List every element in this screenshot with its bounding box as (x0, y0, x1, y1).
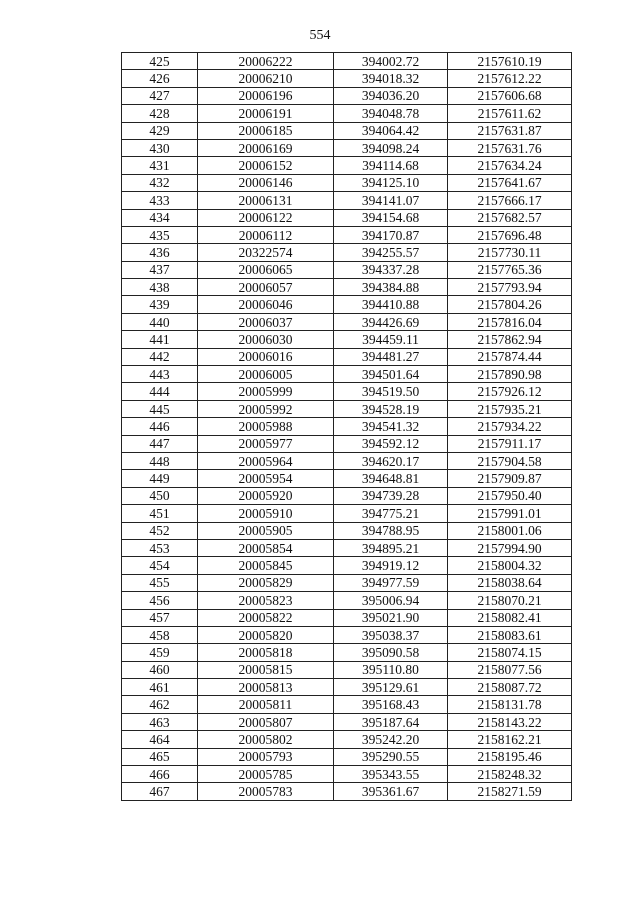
table-row (122, 70, 572, 87)
x-coordinate-cell: 395021.90 (334, 609, 448, 626)
point-id-cell: 20005905 (198, 522, 334, 539)
table-row (122, 139, 572, 156)
y-coordinate-cell: 2157950.40 (448, 487, 572, 504)
x-coordinate-cell: 394114.68 (334, 157, 448, 174)
table-row (122, 192, 572, 209)
x-coordinate-cell: 395090.58 (334, 644, 448, 661)
point-id-cell: 20006037 (198, 313, 334, 330)
y-coordinate-cell: 2157862.94 (448, 331, 572, 348)
table-row (122, 157, 572, 174)
table-row (122, 313, 572, 330)
y-coordinate-cell: 2157696.48 (448, 226, 572, 243)
coordinates-table (121, 52, 572, 801)
point-id-cell: 20005783 (198, 783, 334, 800)
y-coordinate-cell: 2158070.21 (448, 592, 572, 609)
point-id-cell: 20006046 (198, 296, 334, 313)
point-number-cell: 435 (122, 226, 198, 243)
x-coordinate-cell: 395343.55 (334, 766, 448, 783)
x-coordinate-cell: 395290.55 (334, 748, 448, 765)
point-id-cell: 20006210 (198, 70, 334, 87)
point-number-cell: 462 (122, 696, 198, 713)
x-coordinate-cell: 394919.12 (334, 557, 448, 574)
y-coordinate-cell: 2157631.87 (448, 122, 572, 139)
x-coordinate-cell: 395242.20 (334, 731, 448, 748)
point-id-cell: 20005964 (198, 452, 334, 469)
y-coordinate-cell: 2158248.32 (448, 766, 572, 783)
x-coordinate-cell: 395129.61 (334, 679, 448, 696)
x-coordinate-cell: 395187.64 (334, 713, 448, 730)
point-id-cell: 20005829 (198, 574, 334, 591)
table-row (122, 452, 572, 469)
point-number-cell: 449 (122, 470, 198, 487)
x-coordinate-cell: 394141.07 (334, 192, 448, 209)
point-number-cell: 438 (122, 279, 198, 296)
table-row (122, 279, 572, 296)
x-coordinate-cell: 394459.11 (334, 331, 448, 348)
point-number-cell: 425 (122, 53, 198, 70)
x-coordinate-cell: 394895.21 (334, 539, 448, 556)
x-coordinate-cell: 394788.95 (334, 522, 448, 539)
point-number-cell: 426 (122, 70, 198, 87)
y-coordinate-cell: 2158195.46 (448, 748, 572, 765)
y-coordinate-cell: 2157634.24 (448, 157, 572, 174)
y-coordinate-cell: 2157911.17 (448, 435, 572, 452)
x-coordinate-cell: 394125.10 (334, 174, 448, 191)
x-coordinate-cell: 394048.78 (334, 105, 448, 122)
point-id-cell: 20006152 (198, 157, 334, 174)
point-id-cell: 20005813 (198, 679, 334, 696)
x-coordinate-cell: 395110.80 (334, 661, 448, 678)
x-coordinate-cell: 394384.88 (334, 279, 448, 296)
point-id-cell: 20006169 (198, 139, 334, 156)
point-number-cell: 465 (122, 748, 198, 765)
x-coordinate-cell: 394775.21 (334, 505, 448, 522)
table-row (122, 261, 572, 278)
table-row (122, 418, 572, 435)
point-number-cell: 457 (122, 609, 198, 626)
point-number-cell: 456 (122, 592, 198, 609)
table-row (122, 731, 572, 748)
table-row (122, 679, 572, 696)
point-id-cell: 20006131 (198, 192, 334, 209)
point-number-cell: 448 (122, 452, 198, 469)
x-coordinate-cell: 394977.59 (334, 574, 448, 591)
point-number-cell: 427 (122, 87, 198, 104)
y-coordinate-cell: 2158131.78 (448, 696, 572, 713)
point-id-cell: 20005820 (198, 626, 334, 643)
point-id-cell: 20005999 (198, 383, 334, 400)
point-number-cell: 437 (122, 261, 198, 278)
y-coordinate-cell: 2157934.22 (448, 418, 572, 435)
point-number-cell: 445 (122, 400, 198, 417)
x-coordinate-cell: 394481.27 (334, 348, 448, 365)
page-number: 554 (309, 28, 331, 43)
table-row (122, 766, 572, 783)
point-number-cell: 461 (122, 679, 198, 696)
y-coordinate-cell: 2157730.11 (448, 244, 572, 261)
table-row (122, 592, 572, 609)
table-row (122, 366, 572, 383)
y-coordinate-cell: 2157991.01 (448, 505, 572, 522)
y-coordinate-cell: 2157926.12 (448, 383, 572, 400)
point-id-cell: 20006065 (198, 261, 334, 278)
table-row (122, 226, 572, 243)
point-id-cell: 20006016 (198, 348, 334, 365)
point-number-cell: 454 (122, 557, 198, 574)
point-number-cell: 429 (122, 122, 198, 139)
y-coordinate-cell: 2157765.36 (448, 261, 572, 278)
y-coordinate-cell: 2158001.06 (448, 522, 572, 539)
point-number-cell: 459 (122, 644, 198, 661)
table-row (122, 174, 572, 191)
y-coordinate-cell: 2157909.87 (448, 470, 572, 487)
point-number-cell: 439 (122, 296, 198, 313)
point-number-cell: 442 (122, 348, 198, 365)
x-coordinate-cell: 394528.19 (334, 400, 448, 417)
table-row (122, 574, 572, 591)
point-id-cell: 20006185 (198, 122, 334, 139)
x-coordinate-cell: 395006.94 (334, 592, 448, 609)
y-coordinate-cell: 2157611.62 (448, 105, 572, 122)
y-coordinate-cell: 2157816.04 (448, 313, 572, 330)
table-row (122, 296, 572, 313)
point-number-cell: 443 (122, 366, 198, 383)
x-coordinate-cell: 394519.50 (334, 383, 448, 400)
point-id-cell: 20005920 (198, 487, 334, 504)
point-number-cell: 444 (122, 383, 198, 400)
y-coordinate-cell: 2157890.98 (448, 366, 572, 383)
point-number-cell: 466 (122, 766, 198, 783)
y-coordinate-cell: 2157804.26 (448, 296, 572, 313)
x-coordinate-cell: 394002.72 (334, 53, 448, 70)
table-body (122, 53, 572, 801)
x-coordinate-cell: 394018.32 (334, 70, 448, 87)
point-number-cell: 452 (122, 522, 198, 539)
y-coordinate-cell: 2157610.19 (448, 53, 572, 70)
y-coordinate-cell: 2157666.17 (448, 192, 572, 209)
point-id-cell: 20005811 (198, 696, 334, 713)
point-id-cell: 20005988 (198, 418, 334, 435)
table-row (122, 244, 572, 261)
point-number-cell: 434 (122, 209, 198, 226)
y-coordinate-cell: 2157904.58 (448, 452, 572, 469)
x-coordinate-cell: 394620.17 (334, 452, 448, 469)
point-number-cell: 451 (122, 505, 198, 522)
y-coordinate-cell: 2158082.41 (448, 609, 572, 626)
point-number-cell: 428 (122, 105, 198, 122)
y-coordinate-cell: 2157631.76 (448, 139, 572, 156)
y-coordinate-cell: 2158083.61 (448, 626, 572, 643)
point-id-cell: 20006112 (198, 226, 334, 243)
table-row (122, 331, 572, 348)
y-coordinate-cell: 2157874.44 (448, 348, 572, 365)
y-coordinate-cell: 2157641.67 (448, 174, 572, 191)
point-number-cell: 440 (122, 313, 198, 330)
table-row (122, 539, 572, 556)
point-id-cell: 20005910 (198, 505, 334, 522)
point-number-cell: 433 (122, 192, 198, 209)
table-row (122, 748, 572, 765)
point-id-cell: 20322574 (198, 244, 334, 261)
table-row (122, 522, 572, 539)
point-number-cell: 463 (122, 713, 198, 730)
y-coordinate-cell: 2157612.22 (448, 70, 572, 87)
point-id-cell: 20006191 (198, 105, 334, 122)
table-row (122, 383, 572, 400)
point-id-cell: 20005807 (198, 713, 334, 730)
table-row (122, 53, 572, 70)
point-id-cell: 20006146 (198, 174, 334, 191)
table-row (122, 644, 572, 661)
point-id-cell: 20006030 (198, 331, 334, 348)
point-id-cell: 20006005 (198, 366, 334, 383)
table-row (122, 696, 572, 713)
point-id-cell: 20006196 (198, 87, 334, 104)
y-coordinate-cell: 2158271.59 (448, 783, 572, 800)
table-row (122, 87, 572, 104)
point-number-cell: 447 (122, 435, 198, 452)
y-coordinate-cell: 2158038.64 (448, 574, 572, 591)
x-coordinate-cell: 394154.68 (334, 209, 448, 226)
point-number-cell: 450 (122, 487, 198, 504)
x-coordinate-cell: 394426.69 (334, 313, 448, 330)
point-id-cell: 20005977 (198, 435, 334, 452)
point-id-cell: 20005818 (198, 644, 334, 661)
y-coordinate-cell: 2158087.72 (448, 679, 572, 696)
table-row (122, 557, 572, 574)
table-row (122, 105, 572, 122)
table-row (122, 209, 572, 226)
point-number-cell: 458 (122, 626, 198, 643)
point-number-cell: 446 (122, 418, 198, 435)
point-number-cell: 441 (122, 331, 198, 348)
table-row (122, 400, 572, 417)
point-id-cell: 20005992 (198, 400, 334, 417)
y-coordinate-cell: 2158143.22 (448, 713, 572, 730)
point-number-cell: 455 (122, 574, 198, 591)
point-id-cell: 20006057 (198, 279, 334, 296)
table-row (122, 122, 572, 139)
x-coordinate-cell: 394064.42 (334, 122, 448, 139)
point-id-cell: 20005822 (198, 609, 334, 626)
point-id-cell: 20005845 (198, 557, 334, 574)
table-row (122, 609, 572, 626)
y-coordinate-cell: 2157994.90 (448, 539, 572, 556)
y-coordinate-cell: 2157606.68 (448, 87, 572, 104)
table-row (122, 348, 572, 365)
y-coordinate-cell: 2157935.21 (448, 400, 572, 417)
point-number-cell: 430 (122, 139, 198, 156)
point-id-cell: 20005823 (198, 592, 334, 609)
table-row (122, 661, 572, 678)
x-coordinate-cell: 394337.28 (334, 261, 448, 278)
x-coordinate-cell: 394592.12 (334, 435, 448, 452)
x-coordinate-cell: 395361.67 (334, 783, 448, 800)
x-coordinate-cell: 394170.87 (334, 226, 448, 243)
point-number-cell: 460 (122, 661, 198, 678)
point-number-cell: 453 (122, 539, 198, 556)
point-number-cell: 431 (122, 157, 198, 174)
point-number-cell: 467 (122, 783, 198, 800)
y-coordinate-cell: 2158077.56 (448, 661, 572, 678)
point-id-cell: 20005802 (198, 731, 334, 748)
y-coordinate-cell: 2158074.15 (448, 644, 572, 661)
table-row (122, 783, 572, 800)
point-id-cell: 20006222 (198, 53, 334, 70)
table-row (122, 505, 572, 522)
x-coordinate-cell: 394036.20 (334, 87, 448, 104)
x-coordinate-cell: 394410.88 (334, 296, 448, 313)
y-coordinate-cell: 2158162.21 (448, 731, 572, 748)
point-id-cell: 20005793 (198, 748, 334, 765)
point-id-cell: 20005854 (198, 539, 334, 556)
table-row (122, 626, 572, 643)
point-id-cell: 20005954 (198, 470, 334, 487)
point-number-cell: 432 (122, 174, 198, 191)
y-coordinate-cell: 2157793.94 (448, 279, 572, 296)
x-coordinate-cell: 395168.43 (334, 696, 448, 713)
x-coordinate-cell: 395038.37 (334, 626, 448, 643)
point-id-cell: 20005815 (198, 661, 334, 678)
point-id-cell: 20006122 (198, 209, 334, 226)
y-coordinate-cell: 2157682.57 (448, 209, 572, 226)
x-coordinate-cell: 394541.32 (334, 418, 448, 435)
x-coordinate-cell: 394648.81 (334, 470, 448, 487)
x-coordinate-cell: 394739.28 (334, 487, 448, 504)
table-row (122, 487, 572, 504)
table-row (122, 435, 572, 452)
table-row (122, 470, 572, 487)
point-id-cell: 20005785 (198, 766, 334, 783)
point-number-cell: 464 (122, 731, 198, 748)
y-coordinate-cell: 2158004.32 (448, 557, 572, 574)
point-number-cell: 436 (122, 244, 198, 261)
x-coordinate-cell: 394501.64 (334, 366, 448, 383)
x-coordinate-cell: 394255.57 (334, 244, 448, 261)
table-row (122, 713, 572, 730)
x-coordinate-cell: 394098.24 (334, 139, 448, 156)
